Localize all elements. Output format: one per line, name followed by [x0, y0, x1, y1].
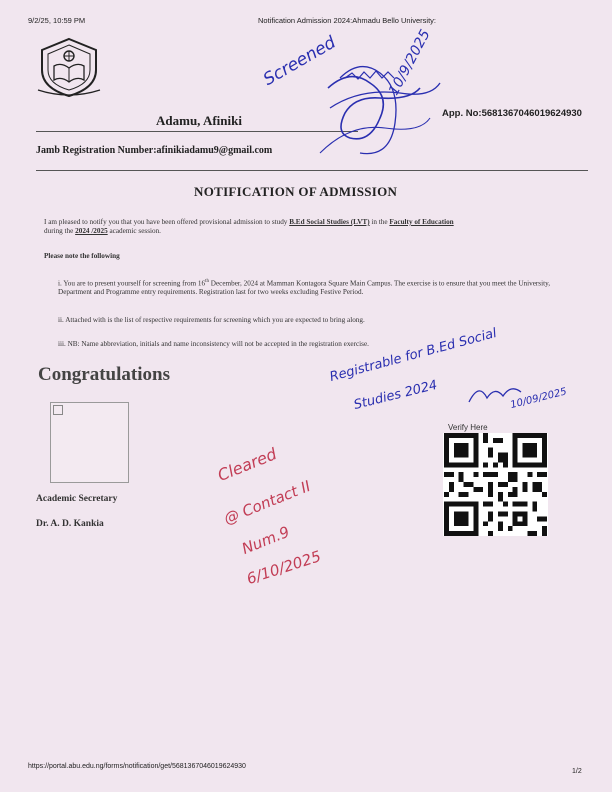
- signatory-title: Academic Secretary: [36, 494, 118, 504]
- handwritten-cleared: Num.9: [239, 522, 293, 558]
- handwritten-registrable: Studies 2024: [352, 377, 439, 413]
- programme-name: B.Ed Social Studies (LVT): [289, 218, 370, 226]
- intro-text: I am pleased to notify you that you have been offered provisional admission to study: [44, 218, 290, 226]
- note-item-3: iii. NB: Name abbreviation, initials and name inconsistency will not be accepted in the registration exercise.: [58, 340, 369, 348]
- handwritten-registrable: Registrable for B.Ed Social: [328, 325, 499, 385]
- intro-text: academic session.: [107, 227, 161, 235]
- verification-qr-code[interactable]: [443, 433, 548, 536]
- broken-image-icon: [53, 405, 63, 415]
- applicant-name: Adamu, Afiniki: [156, 113, 242, 128]
- note-superscript: th: [205, 279, 209, 284]
- intro-text: during the: [44, 227, 76, 235]
- print-page-title: Notification Admission 2024:Ahmadu Bello University:: [258, 16, 437, 25]
- congratulations-heading: Congratulations: [38, 364, 170, 385]
- note-text: i. You are to present yourself for screening from 16: [58, 279, 206, 288]
- note-heading: Please note the following: [44, 252, 120, 260]
- signatory-name: Dr. A. D. Kankia: [36, 519, 104, 529]
- handwritten-cleared-date: 6/10/2025: [244, 547, 324, 588]
- footer-url[interactable]: https://portal.abu.edu.ng/forms/notification/get/5681367046019624930: [28, 763, 246, 770]
- page-number: 1/2: [572, 768, 582, 775]
- letter-title: NOTIFICATION OF ADMISSION: [194, 184, 398, 199]
- faculty-name: Faculty of Education: [389, 218, 454, 226]
- application-number: App. No:5681367046019624930: [442, 108, 582, 119]
- note-text: December, 2024 at Mamman Kontagora Square Main Campus. The exercise is to ensure that you meet the University, Department and Programme entry requirements. Registration last for two weeks excluding Festive Period.: [58, 279, 551, 297]
- handwritten-cleared: Cleared: [214, 444, 280, 485]
- print-datetime: 9/2/25, 10:59 PM: [28, 16, 86, 25]
- note-item-1: [58, 277, 578, 297]
- handwritten-cleared: @ Contact II: [221, 476, 314, 528]
- academic-session: 2024 /2025: [75, 227, 108, 235]
- handwritten-signature-scribble: [300, 48, 450, 178]
- university-logo: [36, 36, 102, 98]
- intro-text: in the: [369, 218, 390, 226]
- verify-label: Verify Here: [448, 423, 488, 432]
- handwritten-screened: Screened: [260, 32, 340, 90]
- handwritten-registrable-date: 10/09/2025: [509, 386, 568, 411]
- jamb-registration-number: Jamb Registration Number:afinikiadamu9@gmail.com: [36, 145, 273, 156]
- admission-paragraph: [44, 218, 574, 236]
- note-item-2: ii. Attached with is the list of respective requirements for screening which you are expected to bring along.: [58, 316, 365, 324]
- handwritten-screened-date: 10/9/2025: [385, 27, 434, 98]
- signature-image-placeholder: [50, 402, 129, 483]
